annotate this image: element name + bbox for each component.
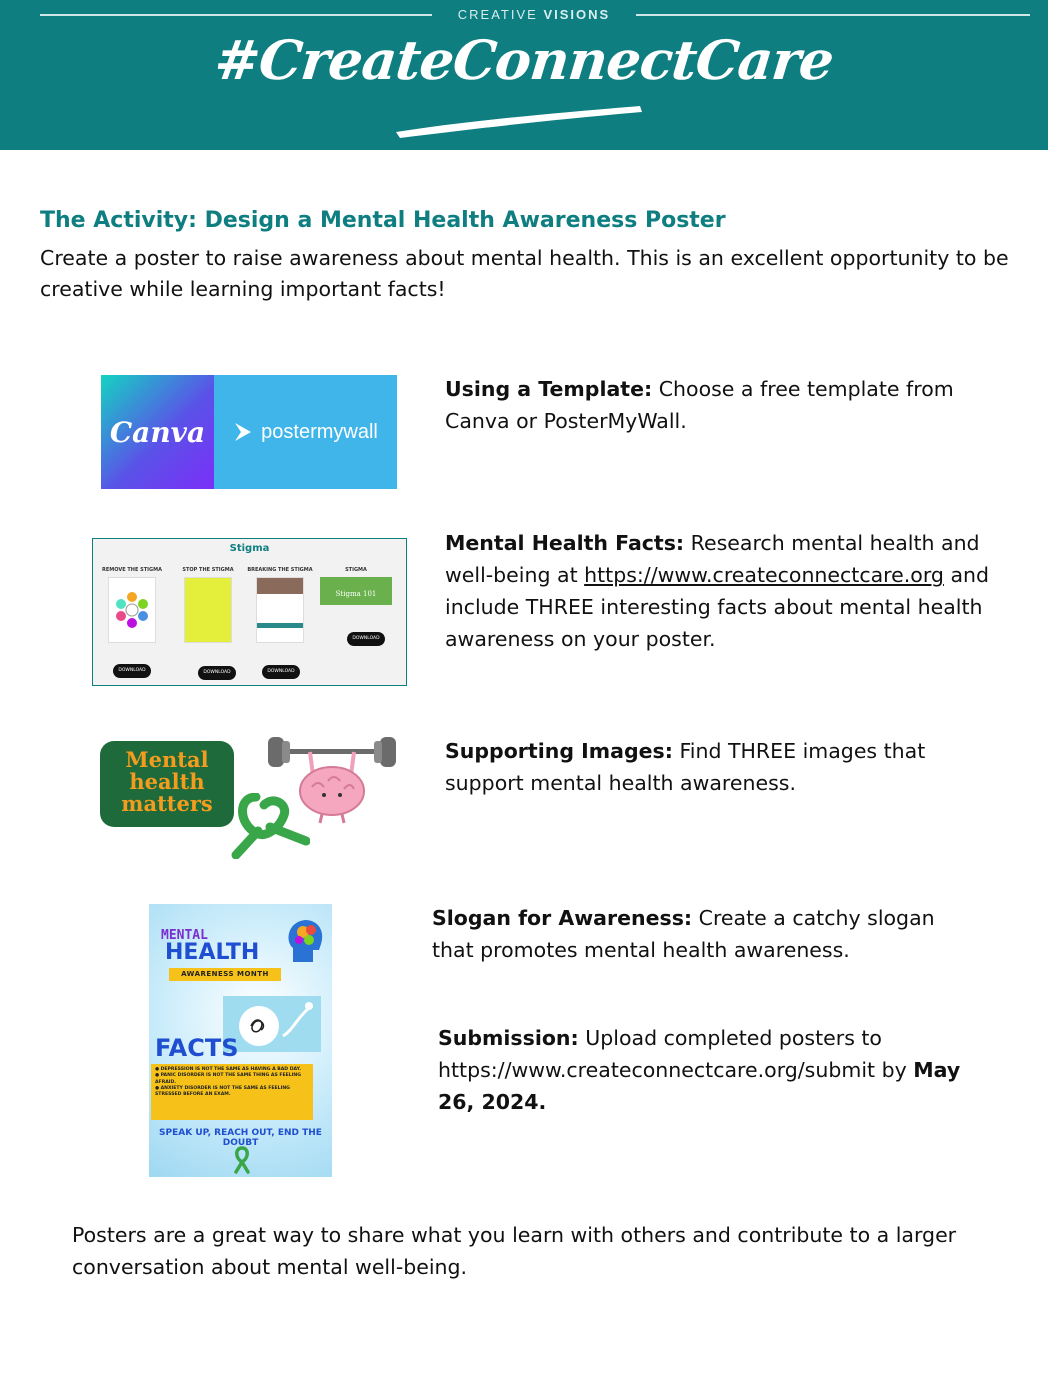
- item-facts-label: Mental Health Facts:: [445, 531, 685, 555]
- stigma-thumb-3: [256, 577, 304, 643]
- postermywall-arrow-icon: [233, 421, 253, 443]
- header-hashtag: #CreateConnectCare: [211, 28, 837, 92]
- download-button-4: DOWNLOAD: [347, 632, 385, 646]
- activity-intro: Create a poster to raise awareness about mental health. This is an excellent opportunity to be creative while learning important facts!: [40, 246, 1009, 301]
- poster-facts-box: [151, 1064, 313, 1120]
- download-button-2: DOWNLOAD: [198, 666, 236, 680]
- header-rule-right: [636, 14, 1030, 16]
- poster-mental: MENTAL: [161, 928, 208, 943]
- stigma-col-4: STIGMA Stigma 101: [319, 567, 393, 605]
- header-banner: [0, 0, 1048, 150]
- stigma-101-card: Stigma 101: [320, 577, 392, 605]
- item-submission-label: Submission:: [438, 1026, 579, 1050]
- item-slogan-text: Create a catchy slogan that promotes mental health awareness.: [432, 906, 935, 962]
- poster-slogan: SPEAK UP, REACH OUT, END THE DOUBT: [159, 1128, 322, 1148]
- awareness-poster-image: [149, 904, 332, 1177]
- brush-swoosh-icon: [390, 100, 650, 140]
- activity-heading: The Activity: Design a Mental Health Awareness Poster: [40, 208, 726, 233]
- item-images-label: Supporting Images:: [445, 739, 673, 763]
- item-submission-text: Upload completed posters to https://www.createconnectcare.org/submit by: [438, 1026, 914, 1082]
- item-slogan: [432, 902, 972, 966]
- supporting-images: [100, 735, 400, 860]
- closing-paragraph: Posters are a great way to share what you learn with others and contribute to a larger conversation about mental well-being.: [72, 1223, 957, 1279]
- stigma-thumb-1: [108, 577, 156, 643]
- item-submission: [438, 1022, 1003, 1118]
- item-facts: Mental Health Facts: Research mental health and well-being at https://www.createconnectcare.org and include THREE interesting facts about mental health awareness on your poster.: [445, 531, 990, 651]
- stigma-col-1: REMOVE THE STIGMA: [99, 567, 165, 643]
- canva-logo: Canva: [101, 375, 214, 489]
- item-template: [445, 373, 1005, 437]
- mental-health-matters-sticker: Mental health matters: [100, 741, 234, 827]
- item-images: [445, 735, 1005, 799]
- download-button-3: DOWNLOAD: [262, 665, 300, 679]
- poster-fact-1: ● DEPRESSION IS NOT THE SAME AS HAVING A BAD DAY.: [155, 1067, 301, 1072]
- stigma-thumb-2: [184, 577, 232, 643]
- stigma-title: Stigma: [229, 543, 270, 554]
- item-template-label: Using a Template:: [445, 377, 653, 401]
- item-slogan-label: Slogan for Awareness:: [432, 906, 693, 930]
- item-images-text: Find THREE images that support mental health awareness.: [445, 739, 926, 795]
- header-eyebrow: CREATIVE VISIONS: [457, 7, 611, 22]
- poster-ribbon-icon: [233, 1146, 251, 1174]
- item-template-text: Choose a free template from Canva or PosterMyWall.: [445, 377, 954, 433]
- stigma-resources-image: [92, 538, 407, 686]
- stigma-col-3: BREAKING THE STIGMA: [247, 567, 313, 643]
- stigma-col-2: STOP THE STIGMA: [175, 567, 241, 643]
- poster-facts-title: FACTS: [155, 1034, 239, 1062]
- submission-deadline: May 26, 2024.: [438, 1058, 961, 1114]
- header-rule-left: [40, 14, 432, 16]
- poster-health: HEALTH: [165, 940, 260, 965]
- green-ribbon-icon: [230, 793, 310, 859]
- poster-fact-2: ● PANIC DISORDER IS NOT THE SAME THING AS FEELING AFRAID.: [155, 1073, 302, 1085]
- canva-postermywall-logos: [101, 375, 397, 489]
- download-button-1: DOWNLOAD: [113, 664, 151, 678]
- postermywall-logo: postermywall: [214, 375, 397, 489]
- poster-fact-3: ● ANXIETY DISORDER IS NOT THE SAME AS FEELING STRESSED BEFORE AN EXAM.: [155, 1085, 290, 1098]
- poster-awareness-month: AWARENESS MONTH: [169, 968, 281, 981]
- colorful-head-icon: [283, 916, 327, 966]
- createconnectcare-link[interactable]: https://www.createconnectcare.org: [584, 563, 944, 587]
- wheel-icon: [109, 588, 155, 638]
